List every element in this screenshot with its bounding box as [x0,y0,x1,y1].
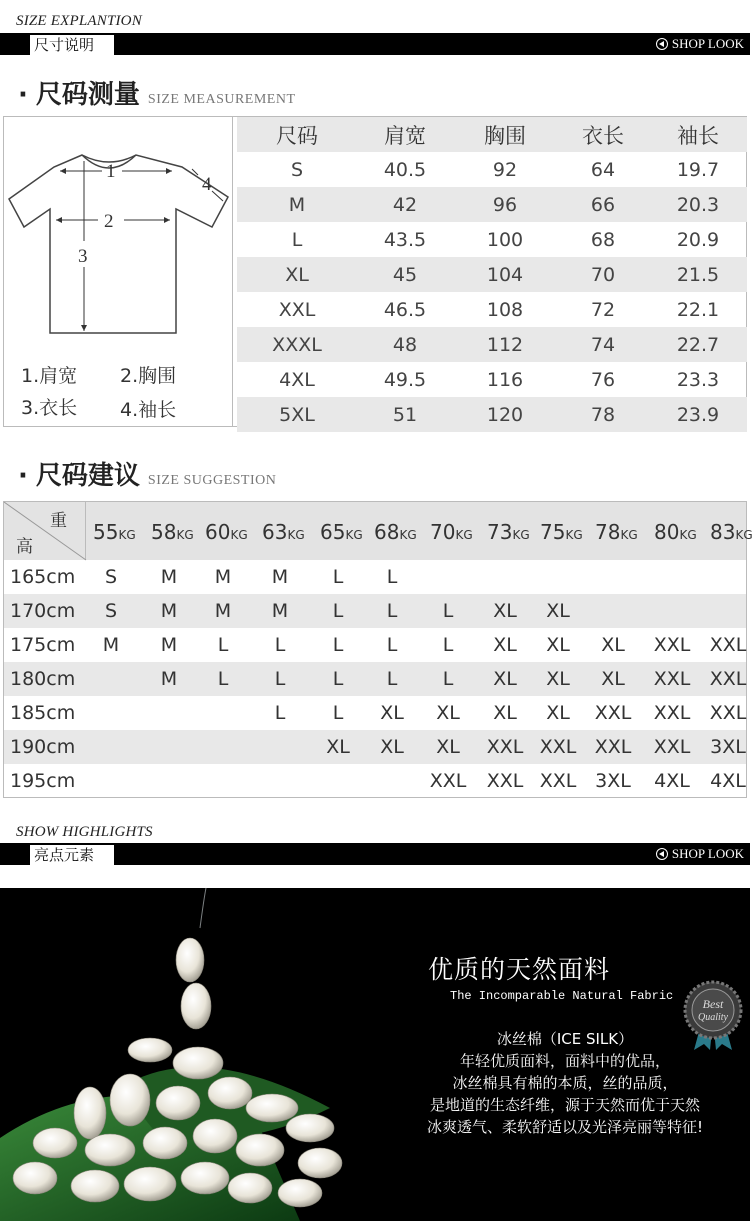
suggested-size: XL [546,600,570,622]
height-label: 180cm [10,668,76,690]
shop-look-label-2: SHOP LOOK [671,846,744,861]
suggested-size: L [386,668,398,690]
suggested-size: XL [546,668,570,690]
cell-size: 4XL [279,368,315,391]
measurement-row [237,257,747,292]
cell-length: 70 [590,263,616,286]
suggested-size: XXL [653,736,691,758]
suggested-size: L [442,600,454,622]
cell-length: 78 [590,403,616,426]
measurement-row [237,152,747,187]
suggested-size: 3XL [595,770,631,792]
badge-quality: Quality [698,1012,728,1023]
height-label: 170cm [10,600,76,622]
cell-size: XXL [278,298,316,321]
suggested-size: L [442,634,454,656]
cell-size: XL [285,263,309,286]
suggested-size: XXL [429,770,467,792]
suggested-size: 4XL [654,770,690,792]
diagram-label-1: 1 [106,161,116,182]
suggested-size: L [332,566,344,588]
corner-weight-label: 重 [50,511,67,531]
shop-look-link-2[interactable] [656,846,744,862]
weight-header: 75KG [540,520,583,544]
suggested-size: XXL [709,702,747,724]
suggestion-title: 尺码建议 [35,461,140,491]
silk-cocoons-image [0,888,380,1221]
cell-size: 5XL [279,403,315,426]
weight-header: 80KG [654,520,697,544]
suggestion-row [4,696,746,730]
suggested-size: XL [436,736,460,758]
suggested-size: M [160,668,178,690]
cell-sleeve: 20.3 [676,193,720,216]
suggested-size: L [332,634,344,656]
suggestion-table [3,501,753,798]
section-tab-label: 尺寸说明 [30,33,114,55]
suggested-size: L [332,668,344,690]
cell-sleeve: 21.5 [676,263,720,286]
suggestion-row [4,662,746,696]
measurement-row [237,187,747,222]
suggested-size: M [160,566,178,588]
cell-sleeve: 20.9 [676,228,720,251]
legend-chest: 2.胸围 [120,365,177,387]
weight-header: 78KG [595,520,638,544]
suggestion-row [4,730,746,764]
shop-look-link[interactable] [656,36,744,52]
height-label: 185cm [10,702,76,724]
suggested-size: XXL [594,736,632,758]
weight-header: 58KG [151,520,194,544]
cell-sleeve: 23.3 [676,368,720,391]
suggested-size: M [160,634,178,656]
suggested-size: L [274,668,286,690]
suggested-size: XL [380,736,404,758]
cell-shoulder: 42 [392,193,418,216]
highlight-line-5: 冰爽透气、柔软舒适以及光泽亮丽等特征! [426,1118,703,1136]
suggested-size: XXL [709,668,747,690]
weight-header: 70KG [430,520,473,544]
suggested-size: M [160,600,178,622]
cell-shoulder: 48 [392,333,418,356]
measurement-title-en: SIZE MEASUREMENT [147,92,296,107]
measurement-heading: · 尺码测量 SIZE MEASUREMENT [18,74,296,111]
suggestion-title-en: SIZE SUGGESTION [147,473,277,488]
cell-chest: 108 [486,298,524,321]
suggestion-row [4,628,746,662]
cell-sleeve: 23.9 [676,403,720,426]
weight-header: 68KG [374,520,417,544]
header-shoulder: 肩宽 [384,123,426,148]
weight-header: 65KG [320,520,363,544]
height-label: 190cm [10,736,76,758]
height-label: 175cm [10,634,76,656]
suggested-size: XXL [486,770,524,792]
suggested-size: 3XL [710,736,746,758]
suggested-size: L [274,634,286,656]
suggested-size: XL [493,702,517,724]
cell-chest: 120 [486,403,524,426]
best-quality-badge-icon [678,980,748,1050]
measurement-row [237,362,747,397]
section-title-en: SIZE EXPLANTION [16,13,142,29]
cell-shoulder: 43.5 [383,228,427,251]
height-label: 165cm [10,566,76,588]
cell-length: 64 [590,158,616,181]
suggested-size: XL [436,702,460,724]
suggested-size: M [214,600,232,622]
cell-shoulder: 46.5 [383,298,427,321]
suggestion-row [4,594,746,628]
measurement-row [237,222,747,257]
cell-size: S [290,158,304,181]
suggested-size: XXL [539,736,577,758]
highlight-subtitle: The Incomparable Natural Fabric [450,989,674,1003]
suggested-size: XXL [709,634,747,656]
cell-chest: 116 [486,368,524,391]
cell-chest: 100 [486,228,524,251]
suggested-size: L [217,634,229,656]
measurement-title: 尺码测量 [35,80,140,110]
suggested-size: L [442,668,454,690]
suggested-size: L [217,668,229,690]
cell-chest: 112 [486,333,524,356]
highlight-line-2: 年轻优质面料，面料中的优品， [459,1052,670,1070]
suggested-size: XL [493,668,517,690]
cell-chest: 96 [492,193,518,216]
suggested-size: XXL [653,702,691,724]
measurement-panel [3,116,747,427]
header-length: 衣长 [582,123,624,148]
suggested-size: M [102,634,120,656]
suggested-size: XL [546,634,570,656]
suggested-size: XXL [594,702,632,724]
suggestion-header-row [4,502,753,560]
legend-length: 3.衣长 [21,397,78,419]
suggested-size: M [271,600,289,622]
suggested-size: L [386,600,398,622]
cell-length: 68 [590,228,616,251]
suggested-size: XL [493,634,517,656]
diagram-label-4: 4 [202,174,212,195]
cell-sleeve: 22.7 [676,333,720,356]
cell-size: M [288,193,306,216]
weight-header: 73KG [487,520,530,544]
suggestion-row [4,560,746,594]
section2-title-en: SHOW HIGHLIGHTS [16,824,153,840]
highlight-line-1: 冰丝棉（ICE SILK） [496,1030,634,1048]
suggested-size: M [214,566,232,588]
suggested-size: M [271,566,289,588]
suggested-size: XL [546,702,570,724]
cell-size: XXXL [272,333,322,356]
suggested-size: XL [601,668,625,690]
highlight-line-4: 是地道的生态纤维，源于天然而优于天然 [429,1096,700,1114]
header-sleeve: 袖长 [677,123,719,148]
suggested-size: L [274,702,286,724]
cell-chest: 104 [486,263,524,286]
weight-header: 83KG [710,520,753,544]
diagram-label-3: 3 [78,246,88,267]
cell-sleeve: 22.1 [676,298,720,321]
weight-header: 60KG [205,520,248,544]
suggested-size: L [332,702,344,724]
weight-header: 63KG [262,520,305,544]
tshirt-diagram [4,117,233,426]
suggested-size: L [386,566,398,588]
measurement-row [237,397,747,432]
cell-length: 66 [590,193,616,216]
weight-header: 55KG [93,520,136,544]
cell-chest: 92 [492,158,518,181]
suggested-size: XL [493,600,517,622]
badge-best: Best [702,997,724,1011]
legend-sleeve: 4.袖长 [120,399,177,421]
header-chest: 胸围 [484,123,526,148]
cell-size: L [291,228,303,251]
suggested-size: XXL [653,634,691,656]
measurement-row [237,292,747,327]
section-bar [0,33,750,55]
cell-length: 72 [590,298,616,321]
back-arrow-icon [656,38,668,50]
highlight-line-3: 冰丝棉具有棉的本质，丝的品质， [452,1074,678,1092]
measurement-table [237,117,747,432]
cell-shoulder: 45 [392,263,418,286]
shop-look-label: SHOP LOOK [671,36,744,51]
highlight-title: 优质的天然面料 [428,955,611,984]
height-label: 195cm [10,770,76,792]
suggested-size: L [332,600,344,622]
suggested-size: S [104,600,118,622]
measurement-row [237,327,747,362]
cell-sleeve: 19.7 [676,158,720,181]
legend-shoulder: 1.肩宽 [21,365,78,387]
suggested-size: XL [380,702,404,724]
cell-length: 74 [590,333,616,356]
suggested-size: L [386,634,398,656]
tshirt-outline-icon [4,117,233,347]
section2-tab-label: 亮点元素 [30,843,114,865]
suggestion-heading: · 尺码建议 SIZE SUGGESTION [18,455,276,492]
suggested-size: XL [601,634,625,656]
cell-shoulder: 49.5 [383,368,427,391]
section2-bar [0,843,750,865]
highlight-banner [0,888,750,1221]
measurement-header-row [237,117,747,152]
cell-shoulder: 51 [392,403,418,426]
suggested-size: XXL [539,770,577,792]
suggested-size: 4XL [710,770,746,792]
suggested-size: XXL [486,736,524,758]
corner-cell [4,502,86,560]
cell-shoulder: 40.5 [383,158,427,181]
suggestion-row [4,764,746,798]
suggested-size: XL [326,736,350,758]
corner-height-label: 高 [16,537,33,557]
header-size: 尺码 [276,123,318,148]
suggested-size: S [104,566,118,588]
cell-length: 76 [590,368,616,391]
back-arrow-icon [656,848,668,860]
suggested-size: XXL [653,668,691,690]
diagram-label-2: 2 [104,211,114,232]
